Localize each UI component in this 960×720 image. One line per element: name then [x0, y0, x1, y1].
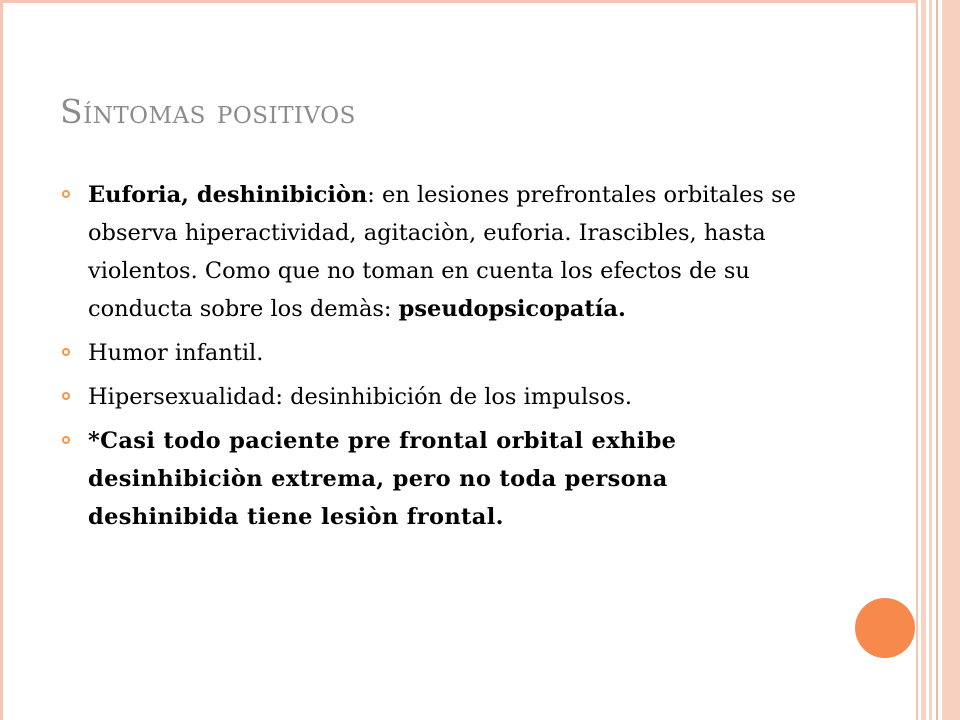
hollow-circle-bullet-icon	[62, 392, 70, 400]
bullet-item-humor	[62, 334, 802, 372]
stripe	[942, 0, 960, 720]
hollow-circle-bullet-icon	[62, 190, 70, 198]
bullet-item-hipersexualidad	[62, 378, 802, 416]
stripe	[936, 0, 938, 720]
slide-title: Síntomas positivos	[60, 92, 356, 131]
bullet-list	[62, 176, 802, 542]
orange-circle-decoration	[855, 598, 915, 658]
decorative-stripes	[918, 0, 960, 720]
bullet-bold-tail: pseudopsicopatía.	[398, 296, 626, 322]
bullet-text: Humor infantil.	[88, 340, 264, 366]
bullet-text: : en lesiones prefrontales orbitales se observa hiperactividad, agitaciòn, euforia. Irascibles, hasta violentos. Como que no toman en cuenta los efectos de su conducta sobre los demàs:	[88, 182, 796, 322]
hollow-circle-bullet-icon	[62, 436, 70, 444]
bullet-bold-lead: Euforia, deshinibiciòn	[88, 182, 368, 208]
bullet-item-nota	[62, 422, 802, 536]
stripe	[929, 0, 932, 720]
bullet-text: Hipersexualidad: desinhibición de los impulsos.	[88, 384, 633, 410]
bullet-bold-text: *Casi todo paciente pre frontal orbital exhibe desinhibiciòn extrema, pero no toda persona deshinibida tiene lesiòn frontal.	[88, 428, 677, 530]
hollow-circle-bullet-icon	[62, 348, 70, 356]
stripe	[921, 0, 926, 720]
bullet-item-euforia	[62, 176, 802, 328]
